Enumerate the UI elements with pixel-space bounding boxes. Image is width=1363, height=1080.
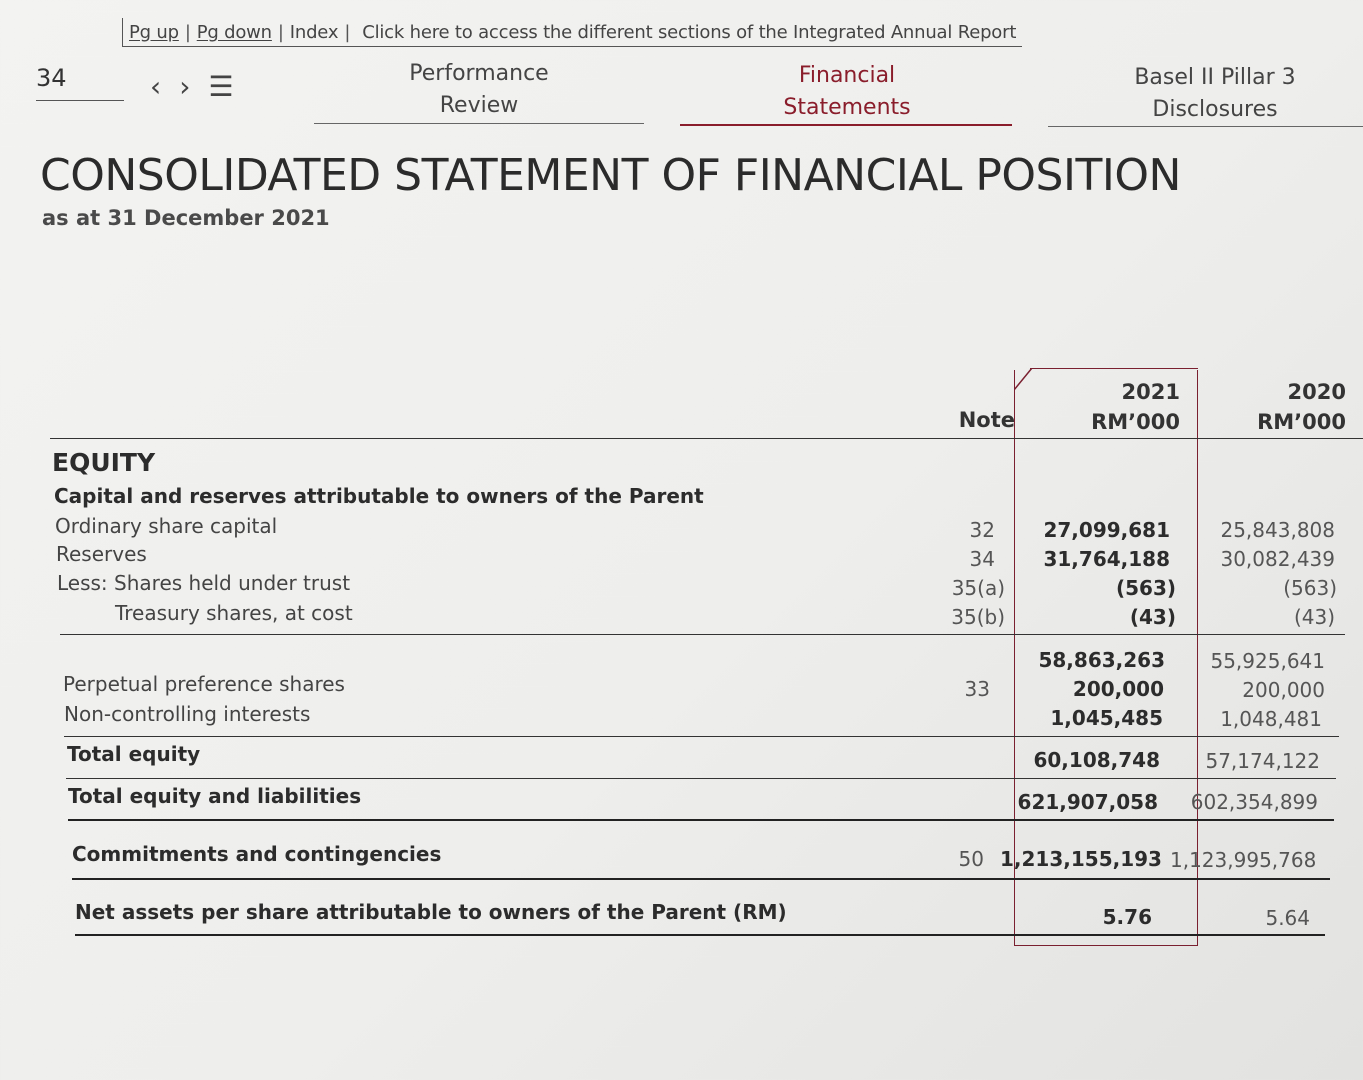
- total-equity-rule-bottom: [66, 778, 1336, 779]
- top-navigation-bar: Pg up | Pg down | Index | Click here to access the different sections of the Integrated Annual Report: [122, 18, 1022, 47]
- total-equity-value-2020: 57,174,122: [1205, 749, 1320, 773]
- tab-financial-statements[interactable]: [686, 60, 1008, 124]
- total-equity-value-2021: 60,108,748: [1033, 748, 1160, 772]
- row-value-2021: 27,099,681: [1043, 518, 1170, 542]
- row-note: 50: [958, 847, 984, 871]
- row-value-2020: 30,082,439: [1220, 547, 1335, 571]
- tab-financial-underline: [680, 124, 1012, 126]
- tab-performance-label-2: Review: [439, 93, 519, 118]
- nav-value-2021: 5.76: [1102, 905, 1152, 929]
- row-label-reserves: Reserves: [56, 542, 147, 566]
- net-assets-rule: [75, 934, 1325, 936]
- row-note: 33: [964, 677, 990, 701]
- header-2020-year: 2020: [1287, 380, 1346, 404]
- page-title: CONSOLIDATED STATEMENT OF FINANCIAL POSITION: [40, 150, 1181, 201]
- row-label-commitments: Commitments and contingencies: [72, 842, 442, 866]
- row-value-2020: 25,843,808: [1220, 518, 1335, 542]
- subtotal-rule: [60, 634, 1345, 635]
- row-label-treasury-shares: Treasury shares, at cost: [115, 601, 353, 625]
- header-2020: [1200, 377, 1346, 437]
- tab-performance-review[interactable]: [318, 58, 640, 122]
- row-value-2020: (43): [1293, 605, 1335, 629]
- previous-page-icon[interactable]: ‹: [150, 70, 162, 103]
- row-value-2020: (563): [1283, 576, 1337, 600]
- page-number: 34: [36, 64, 67, 92]
- pg-up-link[interactable]: Pg up: [129, 21, 179, 43]
- subtotal-value-2020: 55,925,641: [1210, 649, 1325, 673]
- tab-basel-label-2: Disclosures: [1152, 97, 1278, 122]
- page-number-underline: [36, 100, 124, 101]
- sections-link[interactable]: Click here to access the different sections of the Integrated Annual Report: [362, 21, 1017, 43]
- commitments-value-2020: 1,123,995,768: [1170, 848, 1317, 872]
- row-note: 32: [969, 518, 995, 542]
- total-eq-liab-value-2020: 602,354,899: [1190, 790, 1318, 814]
- nav-value-2020: 5.64: [1265, 906, 1310, 930]
- tab-basel-disclosures[interactable]: [1060, 62, 1363, 126]
- header-rule: [50, 438, 1363, 439]
- tab-financial-label-1: Financial: [798, 63, 896, 88]
- row-value-2021: (43): [1129, 605, 1176, 629]
- row-value-2021: 1,045,485: [1050, 706, 1163, 730]
- section-equity: EQUITY: [52, 448, 156, 477]
- row-label-ordinary-share-capital: Ordinary share capital: [55, 514, 278, 538]
- double-rule: [68, 819, 1334, 821]
- tab-performance-label-1: Performance: [409, 61, 549, 86]
- commitments-rule: [72, 878, 1330, 880]
- row-label-total-equity-liabilities: Total equity and liabilities: [68, 784, 362, 808]
- menu-icon[interactable]: ☰: [208, 70, 234, 103]
- total-equity-rule-top: [64, 736, 1339, 737]
- row-label-perpetual-preference-shares: Perpetual preference shares: [63, 672, 345, 696]
- current-year-box-top: [1030, 368, 1198, 369]
- row-value-2020: 200,000: [1242, 678, 1325, 702]
- next-page-icon[interactable]: ›: [179, 70, 191, 103]
- subtotal-value-2021: 58,863,263: [1038, 648, 1165, 672]
- header-2021-unit: RM’000: [1091, 410, 1180, 434]
- header-2021: [1040, 377, 1180, 437]
- tab-performance-underline: [314, 123, 644, 124]
- row-value-2021: 200,000: [1072, 677, 1164, 701]
- row-label-total-equity: Total equity: [67, 742, 201, 766]
- index-link[interactable]: Index: [289, 21, 339, 43]
- page-subtitle: as at 31 December 2021: [42, 206, 330, 230]
- row-value-2021: (563): [1115, 576, 1176, 600]
- row-note: 34: [969, 547, 995, 571]
- header-2020-unit: RM’000: [1257, 410, 1346, 434]
- tab-financial-label-2: Statements: [783, 95, 911, 120]
- header-2021-year: 2021: [1121, 380, 1180, 404]
- tab-basel-label-1: Basel II Pillar 3: [1134, 65, 1296, 90]
- row-note: 35(b): [951, 605, 1005, 629]
- header-note: Note: [958, 408, 1015, 432]
- total-eq-liab-value-2021: 621,907,058: [1017, 790, 1158, 814]
- pg-down-link[interactable]: Pg down: [196, 21, 272, 43]
- page-nav-icons: [150, 70, 234, 103]
- row-value-2020: 1,048,481: [1220, 707, 1322, 731]
- commitments-value-2021: 1,213,155,193: [1000, 847, 1162, 871]
- tab-basel-underline: [1048, 126, 1363, 127]
- current-year-box-corner: [1014, 368, 1036, 390]
- subsection-capital-reserves: Capital and reserves attributable to owners of the Parent: [54, 484, 704, 508]
- row-label-shares-under-trust: Less: Shares held under trust: [57, 571, 351, 595]
- row-label-net-assets-per-share: Net assets per share attributable to owners of the Parent (RM): [75, 900, 787, 924]
- row-label-non-controlling-interests: Non-controlling interests: [64, 702, 311, 726]
- row-note: 35(a): [951, 576, 1005, 600]
- row-value-2021: 31,764,188: [1043, 547, 1170, 571]
